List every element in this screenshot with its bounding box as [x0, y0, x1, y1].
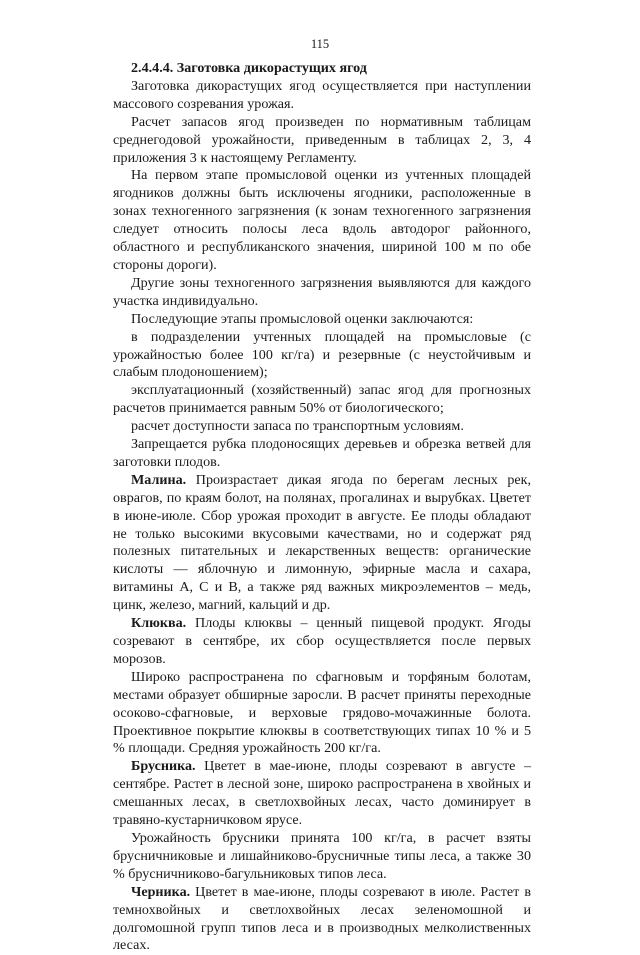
paragraph-bilberry [113, 884, 531, 955]
paragraph-raspberry [113, 472, 531, 615]
paragraph-pollution-exclusion: На первом этапе промысловой оценки из учтенных площадей ягодников должны быть исключены ягодники, расположенные в зонах техногенного загрязнения (к зонам техногенного загрязнения следует относить полосы леса вдоль автодорог районного, областного и республиканского значения, шириной 100 м по обе стороны дороги). [113, 167, 531, 273]
paragraph-lingonberry [113, 758, 531, 830]
paragraph-other-pollution-zones: Другие зоны техногенного загрязнения выявляются для каждого участка индивидуально. [113, 274, 531, 309]
term-cranberry: Клюква. [131, 615, 187, 632]
paragraph-harvest-timing: Заготовка дикорастущих ягод осуществляется при наступлении массового созревания урожая. [113, 77, 531, 112]
term-raspberry: Малина. [131, 471, 187, 488]
paragraph-stage-transport-access: расчет доступности запаса по транспортным условиям. [131, 418, 464, 435]
paragraph-assessment-stages: Последующие этапы промысловой оценки заключаются: [131, 310, 474, 327]
paragraph-stage-operational-stock: эксплуатационный (хозяйственный) запас ягод для прогнозных расчетов принимается равным 50% от биологического; [113, 382, 531, 417]
paragraph-cranberry-distribution: Широко распространена по сфагновым и торфяным болотам, местами образует обширные заросли. В расчет приняты переходные осоково-сфагновые, и верховые грядово-мочажинные болота. Проективное покрытие клюквы в соответствующих типах 10 % и 5 % площади. Средняя урожайность 200 кг/га. [113, 668, 531, 757]
paragraph-cranberry [113, 615, 531, 669]
raspberry-description: Произрастает дикая ягода по берегам лесных рек, оврагов, по краям болот, на полянах, прогалинах и вырубках. Цветет в июне-июле. Сбор урожая проходит в августе. Ее плоды обладают не только высокими вкусовыми качествами, но и содержат ряд полезных питательных и лекарственных веществ: органические кислоты — яблочную и лимонную, эфирные масла и сахара, витамины А, С и В, а также ряд важных микроэлементов – медь, цинк, железо, магний, кальций и др. [113, 471, 531, 614]
page-number: 115 [310, 37, 330, 51]
bilberry-description: Цветет в мае-июне, плоды созревают в июле. Растет в темнохвойных и светлохвойных лесах зеленомошной и долгомошной групп типов леса и в производных мелколиственных лесах. [113, 883, 531, 954]
paragraph-lingonberry-yield: Урожайность брусники принята 100 кг/га, в расчет взяты брусничниковые и лишайниково-брусничные типы леса, а также 30 % брусничниково-багульниковых типов леса. [113, 829, 531, 882]
cranberry-description: Плоды клюквы – ценный пищевой продукт. Ягоды созревают в сентябре, их сбор осуществляется после первых морозов. [113, 615, 531, 667]
paragraph-stage-area-division: в подразделении учтенных площадей на промысловые (с урожайностью более 100 кг/га) и резервные (с неустойчивым и слабым плодоношением); [113, 328, 531, 381]
document-body [113, 60, 531, 955]
paragraph-stock-calculation: Расчет запасов ягод произведен по нормативным таблицам среднегодовой урожайности, приведенным в таблицах 2, 3, 4 приложения 3 к настоящему Регламенту. [113, 113, 531, 166]
term-lingonberry: Брусника. [131, 758, 196, 775]
term-bilberry: Черника. [131, 883, 191, 900]
lingonberry-description: Цветет в мае-июне, плоды созревают в августе – сентябре. Растет в лесной зоне, широко распространена в хвойных и смешанных лесах, в светлохвойных лесах, часто доминирует в травяно-кустарничковом ярусе. [113, 758, 531, 829]
section-heading: 2.4.4.4. Заготовка дикорастущих ягод [131, 60, 367, 76]
paragraph-felling-prohibition: Запрещается рубка плодоносящих деревьев и обрезка ветвей для заготовки плодов. [113, 436, 531, 470]
